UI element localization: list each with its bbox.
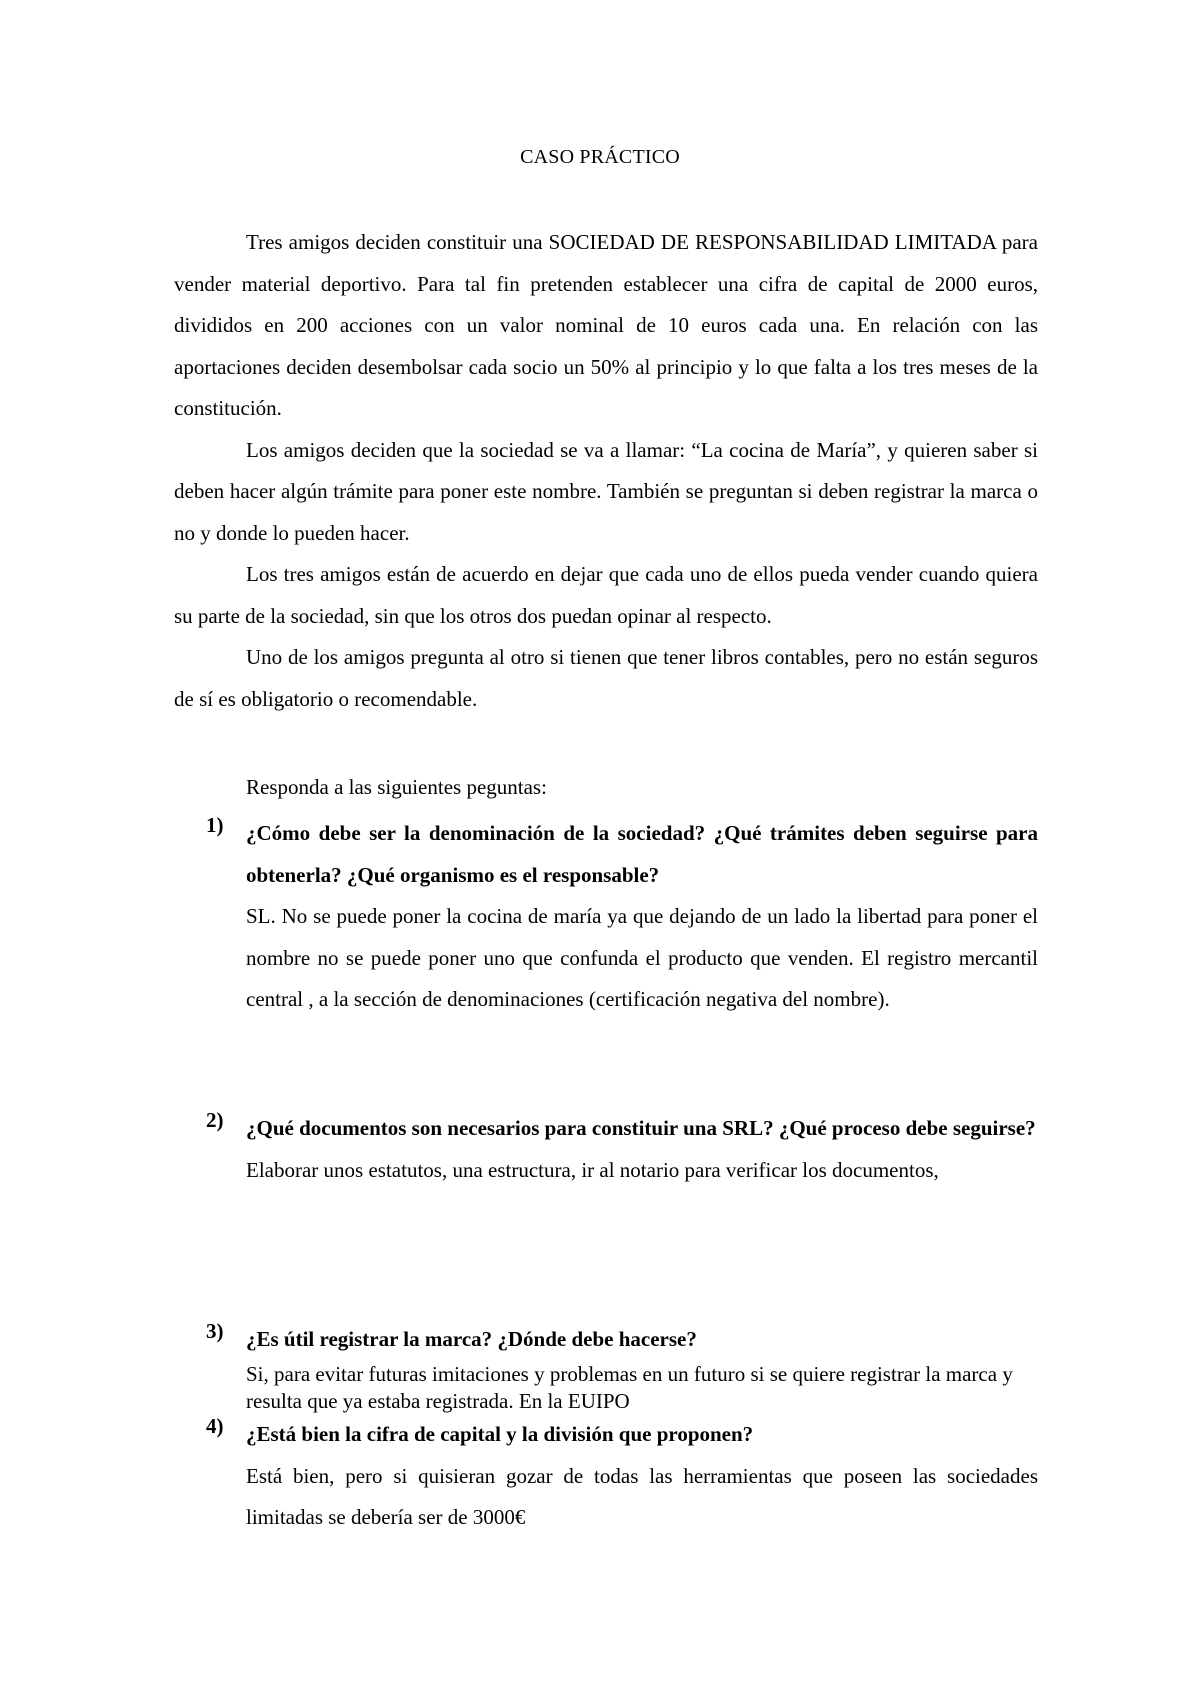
question-number: 2) [206, 1108, 224, 1132]
answer-text: SL. No se puede poner la cocina de maría ya que dejando de un lado la libertad para poner el nombre no se puede poner uno que confunda el producto que venden. El registro mercantil central , a la sección de denominaciones (certificación negativa del nombre). [246, 904, 1038, 1011]
document-title: CASO PRÁCTICO [520, 146, 680, 168]
question-item [174, 1319, 1038, 1415]
question-number: 4) [206, 1414, 224, 1438]
question-text: ¿Está bien la cifra de capital y la división que proponen? [246, 1422, 754, 1446]
answer-text: Está bien, pero si quisieran gozar de todas las herramientas que poseen las sociedades limitadas se debería ser de 3000€ [246, 1463, 1038, 1529]
question-number: 1) [206, 813, 224, 837]
question-number: 3) [206, 1319, 224, 1343]
intro-paragraph: Los amigos deciden que la sociedad se va a llamar: “La cocina de María”, y quieren saber si deben hacer algún trámite para poner este nombre. También se preguntan si deben registrar la marca o no y donde lo pueden hacer. [174, 437, 1038, 545]
question-text: ¿Cómo debe ser la denominación de la sociedad? ¿Qué trámites deben seguirse para obtenerla? ¿Qué organismo es el responsable? [246, 821, 1038, 887]
question-text: ¿Qué documentos son necesarios para constituir una SRL? ¿Qué proceso debe seguirse? [246, 1116, 1036, 1140]
question-body [246, 1108, 1038, 1191]
answer-text: Elaborar unos estatutos, una estructura, ir al notario para verificar los documentos, [246, 1157, 939, 1182]
question-item [174, 813, 1038, 1021]
case-description [174, 222, 1038, 720]
question-body [246, 1319, 1038, 1415]
question-text: ¿Es útil registrar la marca? ¿Dónde debe hacerse? [246, 1327, 697, 1351]
question-body [246, 813, 1038, 1021]
intro-paragraph: Tres amigos deciden constituir una SOCIEDAD DE RESPONSABILIDAD LIMITADA para vender material deportivo. Para tal fin pretenden establecer una cifra de capital de 2000 euros, divididos en 200 acciones con un valor nominal de 10 euros cada una. En relación con las aportaciones deciden desembolsar cada socio un 50% al principio y lo que falta a los tres meses de la constitución. [174, 230, 1038, 420]
intro-paragraph: Los tres amigos están de acuerdo en dejar que cada uno de ellos pueda vender cuando quiera su parte de la sociedad, sin que los otros dos puedan opinar al respecto. [174, 562, 1038, 628]
question-item [174, 1108, 1038, 1191]
intro-paragraph: Uno de los amigos pregunta al otro si tienen que tener libros contables, pero no están seguros de sí es obligatorio o recomendable. [174, 645, 1038, 711]
answer-text: Si, para evitar futuras imitaciones y problemas en un futuro si se quiere registrar la marca y resulta que ya estaba registrada. En la EUIPO [246, 1361, 1013, 1413]
instruction-text: Responda a las siguientes peguntas: [246, 775, 547, 799]
question-body [246, 1414, 1038, 1539]
question-item [174, 1414, 1038, 1539]
